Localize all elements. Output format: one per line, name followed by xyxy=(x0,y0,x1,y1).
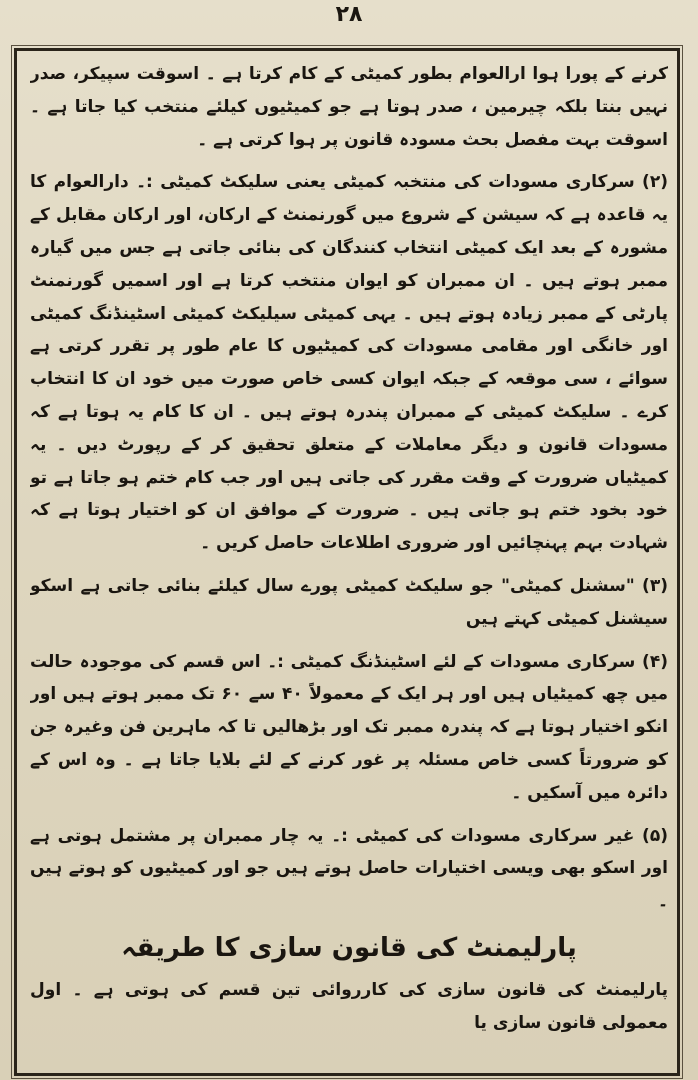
paragraph-private-bills-committee: (۵) غیر سرکاری مسودات کی کمیٹی :۔ یہ چار ممبران پر مشتمل ہوتی ہے اور اسکو بھی ویسی اختیارات حاصل ہوتے ہیں جو اور کمیٹیوں کو ہوتے ہیں ۔ xyxy=(30,825,668,912)
paragraph-legislation-process: پارلیمنٹ کی قانون سازی کی کارروائی تین قسم کی ہوتی ہے ۔ اول معمولی قانون سازی یا xyxy=(30,979,668,1033)
paragraph-committee-of-whole-house: کرنے کے پورا ہوا ارالعوام بطور کمیٹی کے کام کرتا ہے ۔ اسوقت سپیکر، صدر نہیں بنتا بلکہ چیرمین ، صدر ہوتا ہے جو کمیٹیوں کیلئے منتخب کیا جاتا ہے ۔ اسوقت بہت مفصل بحث مسودہ قانون پر ہوا کرتی ہے ۔ xyxy=(30,64,668,150)
page-body xyxy=(30,58,668,1068)
paragraph-select-committee: (۲) سرکاری مسودات کی منتخبہ کمیٹی یعنی سلیکٹ کمیٹی :۔ دارالعوام کا یہ قاعدہ ہے کہ سیشن کے شروع میں گورنمنٹ کے ارکان، اور ارکان مقابل کے مشورہ کے بعد ایک کمیٹی انتخاب کنندگان کی بنائی جاتی ہے جس میں گیارہ ممبر ہوتے ہیں ۔ ان ممبران کو ایوان منتخب کرتا ہے اور اسمیں گورنمنٹ پارٹی کے ممبر زیادہ ہوتے ہیں ۔ یہی کمیٹی سیلیکٹ کمیٹی اسٹینڈنگ کمیٹی اور خانگی اور مقامی مسودات کی کمیٹیوں کا عام طور پر تقرر کرتی ہے سوائے ، سی موقعہ کے جبکہ ایوان کسی خاص صورت میں خود ان کا انتخاب کرے ۔ سلیکٹ کمیٹی کے ممبران پندرہ ہوتے ہیں ۔ ان کا کام یہ ہوتا ہے کہ مسودات قانون و دیگر معاملات کے متعلق تحقیق کر کے رپورٹ دیں ۔ یہ کمیٹیاں ضرورت کے وقت مقرر کی جاتی ہیں اور جب کام ختم ہو جاتا ہے تو خود بخود ختم ہو جاتی ہیں ۔ ضرورت کے موافق ان کو اختیار ہوتا ہے کہ شہادت بہم پہنچائیں اور ضروری اطلاعات حاصل کریں ۔ xyxy=(30,172,668,554)
page-number: ۲۸ xyxy=(335,2,363,27)
paragraph-standing-committee: (۴) سرکاری مسودات کے لئے اسٹینڈنگ کمیٹی :۔ اس قسم کی موجودہ حالت میں چھ کمیٹیاں ہیں اور ہر ایک کے معمولاً ۴۰ سے ۶۰ تک ممبر ہوتے ہیں اور انکو اختیار ہوتا ہے کہ پندرہ ممبر تک اور بڑھالیں تا کہ ماہرین فن وغیرہ جن کو ضرورتاً کسی خاص مسئلہ پر غور کرنے کے لئے بلایا جاتا ہے ۔ وہ اس کے دائرہ میں آسکیں ۔ xyxy=(30,651,668,803)
section-heading: پارلیمنٹ کی قانون سازی کا طریقہ xyxy=(121,932,577,963)
paragraph-sessional-committee: (۳) "سشنل کمیٹی" جو سلیکٹ کمیٹی پورے سال کیلئے بنائی جاتی ہے اسکو سیشنل کمیٹی کہتے ہیں xyxy=(30,575,668,629)
